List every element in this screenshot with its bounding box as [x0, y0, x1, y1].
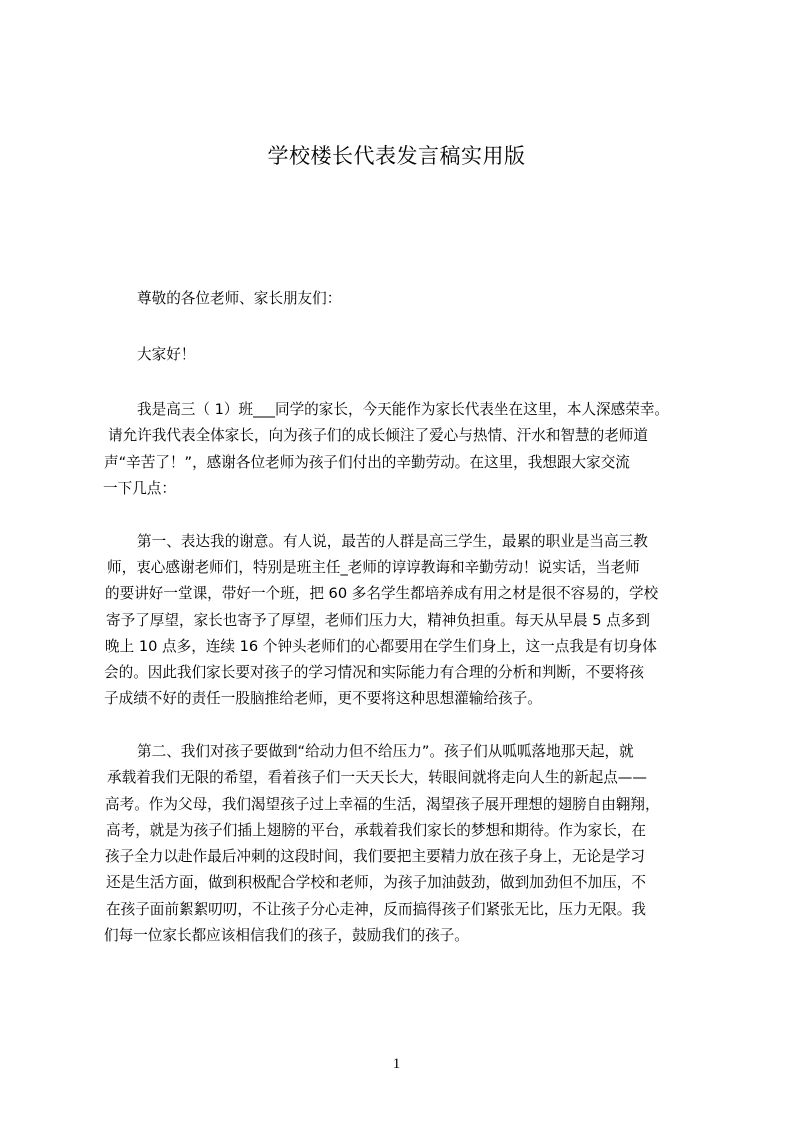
paragraph-line: 在孩子面前絮絮叨叨，不让孩子分心走神，反而搞得孩子们紧张无比，压力无限。我 [106, 901, 646, 918]
paragraph-line: 孩子全力以赴作最后冲刺的这段时间，我们要把主要精力放在孩子身上，无论是学习 [105, 848, 645, 865]
paragraph-line: 声“辛苦了！”，感谢各位老师为孩子们付出的辛勤劳动。在这里，我想跟大家交流 [104, 454, 630, 471]
paragraph-line: 子成绩不好的责任一股脑推给老师，更不要将这种思想灌输给孩子。 [104, 690, 542, 707]
paragraph-line: 的要讲好一堂课，带好一个班，把 60 多名学生都培养成有用之材是很不容易的，学校 [105, 585, 659, 602]
greeting: 大家好！ [137, 346, 196, 363]
paragraph-line: 请允许我代表全体家长，向为孩子们的成长倾注了爱心与热情、汗水和智慧的老师道 [108, 427, 648, 444]
paragraph-line: 一下几点： [103, 480, 176, 497]
paragraph-line: 还是生活方面，做到积极配合学校和老师，为孩子加油鼓劲，做到加劲但不加压，不 [106, 874, 646, 891]
paragraph-line: 第一、表达我的谢意。有人说，最苦的人群是高三学生，最累的职业是当高三教 [137, 533, 648, 550]
paragraph-line: 高考。作为父母，我们渴望孩子过上幸福的生活，渴望孩子展开理想的翅膀自由翱翔， [105, 796, 660, 813]
paragraph-line: 们每一位家长都应该相信我们的孩子，鼓励我们的孩子。 [104, 927, 469, 944]
paragraph-line: 我是高三（ 1）班___同学的家长，今天能作为家长代表坐在这里，本人深感荣幸。 [137, 401, 670, 418]
page-number: 1 [392, 1056, 401, 1072]
paragraph-line: 晚上 10 点多，连续 16 个钟头老师们的心都要用在学生们身上，这一点我是有切身体 [105, 638, 657, 655]
paragraph-line: 师，衷心感谢老师们，特别是班主任_老师的谆谆教诲和辛勤劳动！说实话，当老师 [107, 559, 640, 576]
paragraph-line: 承载着我们无限的希望，看着孩子们一天天长大，转眼间就将走向人生的新起点—— [107, 769, 647, 786]
paragraph-line: 寄予了厚望，家长也寄予了厚望，老师们压力大，精神负担重。每天从早晨 5 点多到 [106, 612, 650, 629]
salutation: 尊敬的各位老师、家长朋友们： [137, 290, 342, 307]
paragraph-line: 高考，就是为孩子们插上翅膀的平台，承载着我们家长的梦想和期待。作为家长，在 [106, 822, 646, 839]
paragraph-line: 第二、我们对孩子要做到“给动力但不给压力”。孩子们从呱呱落地那天起，就 [137, 743, 634, 760]
paragraph-line: 会的。因此我们家长要对孩子的学习情况和实际能力有合理的分析和判断，不要将孩 [104, 664, 644, 681]
document-title: 学校楼长代表发言稿实用版 [267, 144, 526, 168]
